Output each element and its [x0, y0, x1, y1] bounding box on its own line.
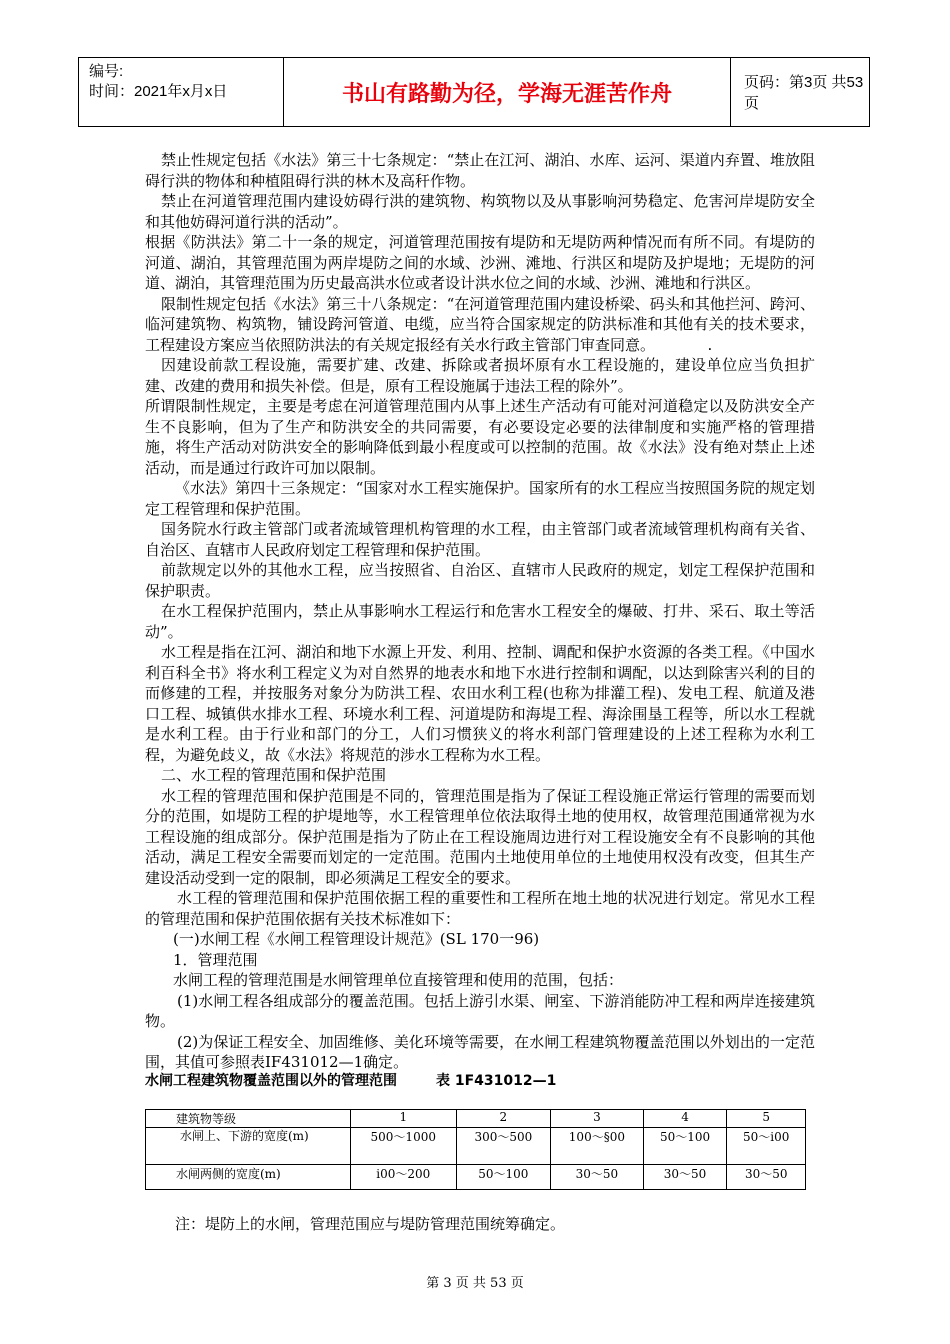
management-range-table: [145, 1109, 806, 1190]
table-header-cell: 建筑物等级: [146, 1110, 351, 1128]
table-header-cell: 3: [551, 1110, 643, 1128]
paragraph: (1)水闸工程各组成部分的覆盖范围。包括上游引水渠、闸室、下游消能防冲工程和两岸连接建筑物。: [145, 991, 815, 1030]
paragraph: 前款规定以外的其他水工程，应当按照省、自治区、直辖市人民政府的规定，划定工程保护范围和保护职责。: [145, 561, 815, 600]
paragraph: 因建设前款工程设施，需要扩建、改建、拆除或者损坏原有水工程设施的，建设单位应当负担扩建、改建的费用和损失补偿。但是，原有工程设施属于违法工程的除外”。: [145, 356, 815, 395]
table-cell: 30～50: [643, 1165, 727, 1190]
table-row-label: 水闸上、下游的宽度(m): [146, 1128, 351, 1165]
table-cell: 100～§00: [551, 1128, 643, 1165]
table-row-label: 水闸两侧的宽度(m): [146, 1165, 351, 1190]
table-cell: 50～i00: [727, 1128, 806, 1165]
paragraph: 水工程是指在江河、湖泊和地下水源上开发、利用、控制、调配和保护水资源的各类工程。《中国水利百科全书》将水利工程定义为对自然界的地表水和地下水进行控制和调配，以达到除害兴利的目的而修建的工程，并按服务对象分为防洪工程、农田水利工程(也称为排灌工程)、发电工程、航道及港口工程、城镇供水排水工程、环境水利工程、河道堤防和海堤工程、海涂围垦工程等，所以水工程就是水利工程。由于行业和部门的分工，人们习惯狭义的将水利部门管理建设的上述工程称为水利工程，为避免歧义，故《水法》将规范的涉水工程称为水工程。: [145, 643, 815, 764]
table-cell: 30～50: [727, 1165, 806, 1190]
paragraph: 禁止在河道管理范围内建设妨碍行洪的建筑物、构筑物以及从事影响河势稳定、危害河岸堤防安全和其他妨碍河道行洪的活动”。: [145, 192, 815, 231]
table-header-cell: 2: [456, 1110, 551, 1128]
table-cell: 30～50: [551, 1165, 643, 1190]
paragraph: 国务院水行政主管部门或者流域管理机构管理的水工程，由主管部门或者流域管理机构商有关省、自治区、直辖市人民政府划定工程管理和保护范围。: [145, 520, 815, 559]
paragraph: 禁止性规定包括《水法》第三十七条规定：“禁止在江河、湖泊、水库、运河、渠道内弃置、堆放阻碍行洪的物体和种植阻碍行洪的林木及高秆作物。: [145, 151, 815, 190]
paragraph: 水工程的管理范围和保护范围依据工程的重要性和工程所在地土地的状况进行划定。常见水工程的管理范围和保护范围依据有关技术标准如下：: [145, 889, 815, 928]
table-caption: [145, 1073, 815, 1090]
table-row: [146, 1128, 806, 1165]
table-header-row: [146, 1110, 806, 1128]
table-header-cell: 5: [727, 1110, 806, 1128]
document-body: [145, 150, 815, 1090]
page-header: [78, 57, 870, 127]
paragraph: 水闸工程的管理范围是水闸管理单位直接管理和使用的范围，包括：: [173, 971, 624, 989]
paragraph: 在水工程保护范围内，禁止从事影响水工程运行和危害水工程安全的爆破、打井、采石、取土等活动”。: [145, 602, 815, 641]
section-heading: 二、水工程的管理范围和保护范围: [161, 766, 387, 784]
table-cell: i00～200: [351, 1165, 457, 1190]
table-header-cell: 1: [351, 1110, 457, 1128]
paragraph: 根据《防洪法》第二十一条的规定，河道管理范围按有堤防和无堤防两种情况而有所不同。有堤防的河道、湖泊，其管理范围为两岸堤防之间的水域、沙洲、滩地、行洪区和堤防及护堤地；无堤防的河道、湖泊，其管理范围为历史最高洪水位或者设计洪水位之间的水域、沙洲、滩地和行洪区。: [145, 233, 815, 292]
paragraph: (2)为保证工程安全、加固维修、美化环境等需要，在水闸工程建筑物覆盖范围以外划出的一定范围，其值可参照表IF431012—1确定。: [145, 1032, 815, 1071]
table-caption-number: 表 1F431012—1: [436, 1072, 557, 1089]
table-cell: 300～500: [456, 1128, 551, 1165]
number-label: 编号:: [89, 63, 124, 80]
paragraph: 所谓限制性规定，主要是考虑在河道管理范围内从事上述生产活动有可能对河道稳定以及防洪安全产生不良影响，但为了生产和防洪安全的共同需要，有必要设定必要的法律制度和实施严格的管理措施，将生产活动对防洪安全的影响降低到最小程度或可以控制的范围。故《水法》没有绝对禁止上述活动，而是通过行政许可加以限制。: [145, 397, 815, 477]
subsection-heading: 1．管理范围: [173, 950, 258, 969]
table-note: 注：堤防上的水闸，管理范围应与堤防管理范围统筹确定。: [175, 1215, 566, 1233]
table-cell: 50～100: [643, 1128, 727, 1165]
paragraph: 水工程的管理范围和保护范围是不同的，管理范围是指为了保证工程设施正常运行管理的需要而划分的范围，如堤防工程的护堤地等，水工程管理单位依法取得土地的使用权，故管理范围通常视为水工程设施的组成部分。保护范围是指为了防止在工程设施周边进行对工程设施安全有不良影响的其他活动，满足工程安全需要而划定的一定范围。范围内土地使用单位的土地使用权没有改变，但其生产建设活动受到一定的限制，即必须满足工程安全的要求。: [145, 786, 815, 887]
header-page-label: 页码：第3页 共53页: [744, 74, 864, 112]
table-cell: 500～1000: [351, 1128, 457, 1165]
table-row: [146, 1165, 806, 1190]
header-motto: 书山有路勤为径，学海无涯苦作舟: [284, 58, 731, 126]
paragraph: 《水法》第四十三条规定：“国家对水工程实施保护。国家所有的水工程应当按照国务院的规定划定工程管理和保护范围。: [145, 479, 815, 518]
table-header-cell: 4: [643, 1110, 727, 1128]
table-cell: 50～100: [456, 1165, 551, 1190]
subsection-heading: (一)水闸工程《水闸工程管理设计规范》(SL 170一96): [173, 930, 540, 948]
header-meta: [79, 58, 284, 126]
table-caption-title: 水闸工程建筑物覆盖范围以外的管理范围: [145, 1072, 397, 1089]
time-label: 时间：2021年x月x日: [89, 83, 228, 100]
page-footer: 第 3 页 共 53 页: [426, 1276, 524, 1291]
paragraph: 限制性规定包括《水法》第三十八条规定：“在河道管理范围内建设桥梁、码头和其他拦河、跨河、临河建筑物、构筑物，铺设跨河管道、电缆，应当符合国家规定的防洪标准和其他有关的技术要求，工程建设方案应当依照防洪法的有关规定报经有关水行政主管部门审查同意。 .: [145, 294, 815, 354]
